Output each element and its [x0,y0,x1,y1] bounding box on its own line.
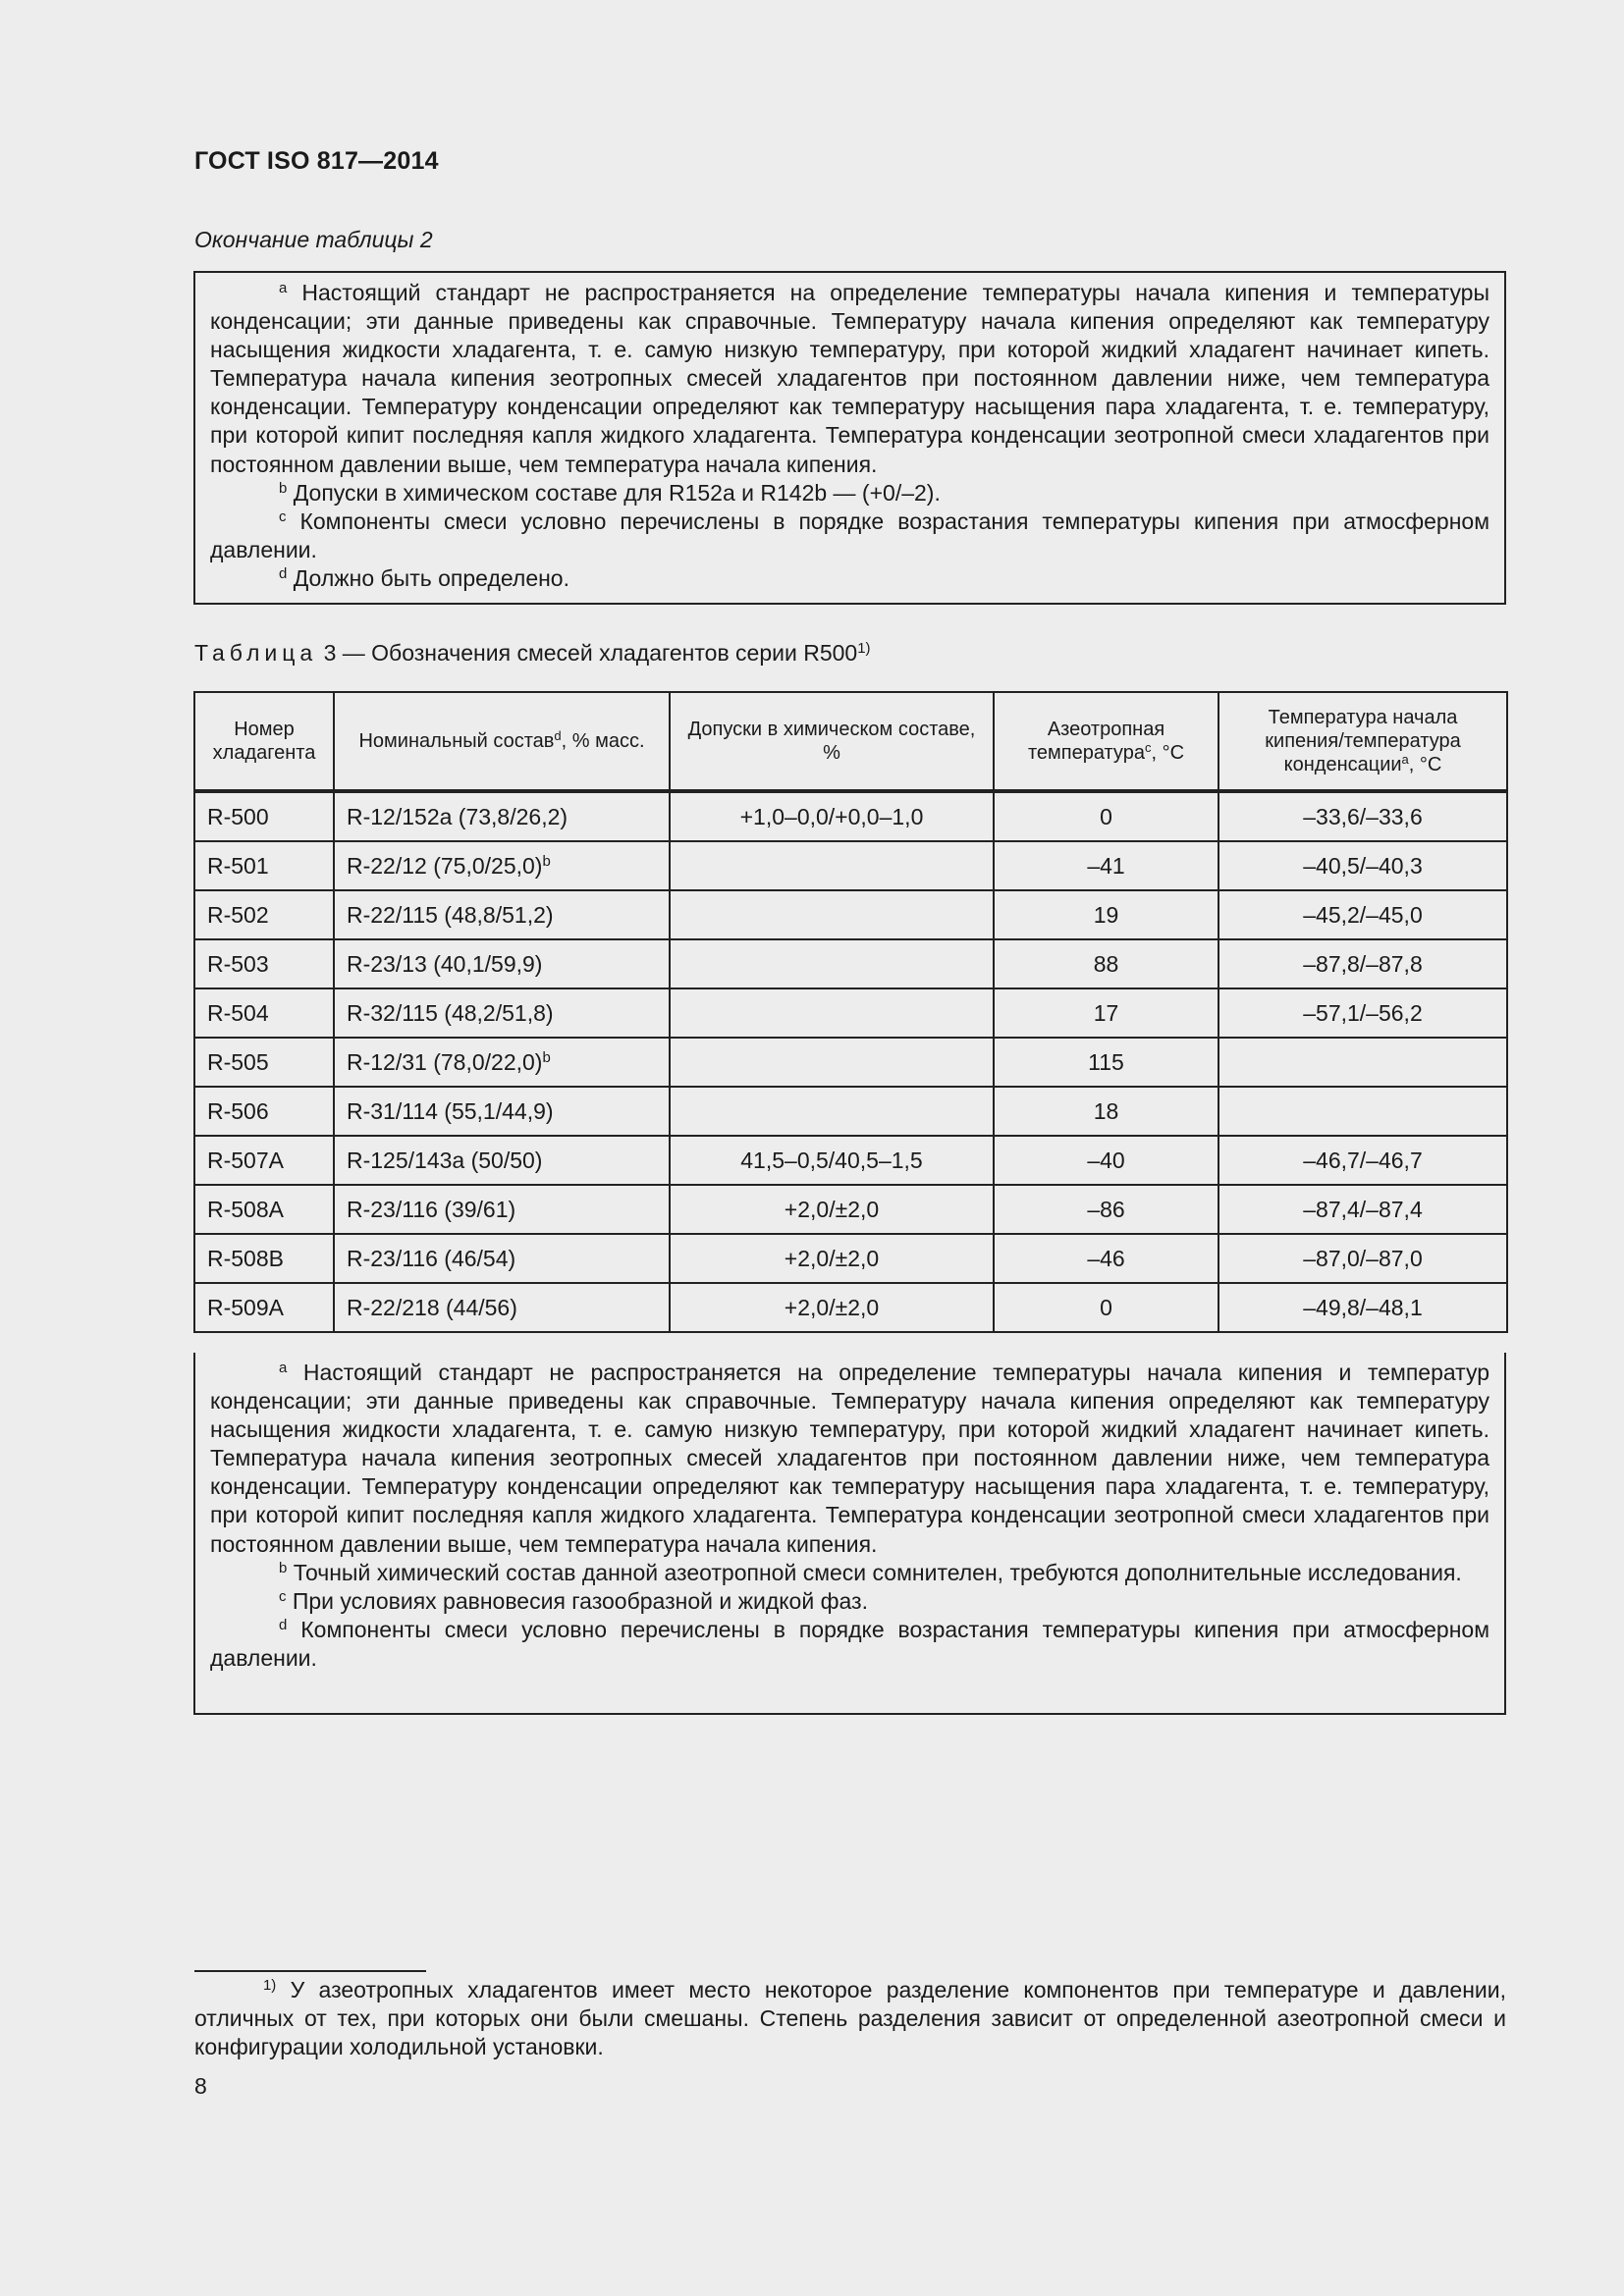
header-nominal-composition: Номинальный состав$^d$, % масс. [334,692,670,791]
note-text: Должно быть определено. [293,564,569,591]
page-footnote [194,1976,1506,2061]
refrigerant-blends-table [193,691,1508,1333]
composition-tolerance [670,841,994,890]
note-mark: a [279,1359,288,1376]
table-continuation-caption: Окончание таблицы 2 [194,227,433,252]
composition-tolerance: +1,0–0,0/+0,0–1,0 [670,791,994,841]
refrigerant-number: R-509A [194,1283,334,1332]
table-header-row [194,692,1507,791]
nominal-composition: R-23/13 (40,1/59,9) [334,939,670,988]
composition-tolerance: +2,0/±2,0 [670,1283,994,1332]
table3-notes-box [193,1353,1506,1715]
refrigerant-number: R-504 [194,988,334,1038]
nominal-composition: R-22/218 (44/56) [334,1283,670,1332]
footnote-mark: 1) [263,1976,277,1994]
refrigerant-number: R-500 [194,791,334,841]
refrigerant-number: R-501 [194,841,334,890]
table-row [194,1087,1507,1136]
table-title-text: 3 — Обозначения смесей хладагентов серии R500 [323,640,858,666]
nominal-composition: R-32/115 (48,2/51,8) [334,988,670,1038]
bubble-dew-temperature: –87,0/–87,0 [1218,1234,1507,1283]
note-mark: b [279,1559,288,1576]
table-row [194,841,1507,890]
nominal-composition: R-125/143a (50/50) [334,1136,670,1185]
header-refrigerant-number: Номер хладагента [194,692,334,791]
table-title-word: Таблица [194,640,318,666]
table-row [194,939,1507,988]
table2-note [210,564,1489,593]
composition-tolerance: +2,0/±2,0 [670,1185,994,1234]
azeotropic-temperature: –41 [994,841,1218,890]
note-text: Допуски в химическом составе для R152a и R142b — (+0/–2). [293,479,941,506]
table3-title [194,640,871,667]
refrigerant-number: R-502 [194,890,334,939]
table2-note [210,507,1489,564]
table-row [194,1136,1507,1185]
refrigerant-number: R-508B [194,1234,334,1283]
composition-tolerance [670,1087,994,1136]
refrigerant-number: R-503 [194,939,334,988]
nominal-composition: R-12/152a (73,8/26,2) [334,791,670,841]
azeotropic-temperature: –46 [994,1234,1218,1283]
nominal-composition: R-22/12 $(75,0/25,0)^b$ [334,841,670,890]
azeotropic-temperature: –40 [994,1136,1218,1185]
bubble-dew-temperature: –57,1/–56,2 [1218,988,1507,1038]
nominal-composition: R-23/116 (39/61) [334,1185,670,1234]
table-row [194,890,1507,939]
note-mark: d [279,564,288,582]
header-bubble-dew-temperature: Температура начала кипения/температура конденсации$^a$, °С [1218,692,1507,791]
note-text: При условиях равновесия газообразной и жидкой фаз. [292,1587,868,1614]
header-azeotropic-temperature: Азеотропная температура$^c$, °С [994,692,1218,791]
table3-note [210,1616,1489,1673]
azeotropic-temperature: 88 [994,939,1218,988]
refrigerant-number: R-506 [194,1087,334,1136]
azeotropic-temperature: 0 [994,1283,1218,1332]
table-row [194,988,1507,1038]
azeotropic-temperature: 18 [994,1087,1218,1136]
azeotropic-temperature: 17 [994,988,1218,1038]
document-code: ГОСТ ISO 817—2014 [194,147,439,175]
table-row [194,1038,1507,1087]
bubble-dew-temperature: –40,5/–40,3 [1218,841,1507,890]
note-mark: a [279,279,288,296]
refrigerant-number: R-505 [194,1038,334,1087]
table3-note [210,1587,1489,1616]
refrigerant-number: R-508A [194,1185,334,1234]
note-text: Компоненты смеси условно перечислены в порядке возрастания температуры кипения при атмосферном давлении. [210,507,1490,562]
header-composition-tolerance: Допуски в химическом составе, % [670,692,994,791]
nominal-composition: R-23/116 (46/54) [334,1234,670,1283]
note-mark: b [279,479,288,497]
page-number: 8 [194,2073,207,2099]
table-title-footnote-mark: 1) [857,639,871,657]
composition-tolerance [670,890,994,939]
table2-note [210,479,1489,507]
nominal-composition: R-12/31 $(78,0/22,0)^b$ [334,1038,670,1087]
footnote-separator [194,1970,426,1972]
azeotropic-temperature: 19 [994,890,1218,939]
note-text: Компоненты смеси условно перечислены в порядке возрастания температуры кипения при атмосферном давлении. [210,1616,1490,1671]
note-text: Точный химический состав данной азеотропной смеси сомнителен, требуются дополнительные исследования. [293,1559,1462,1585]
note-text: Настоящий стандарт не распространяется на определение температуры начала кипения и температур конденсации; эти данные приведены как справочные. Температуру начала кипения определяют как температуру насыщения жидкости хладагента, т. е. самую низкую температуру, при которой жидкий хладагент начинает кипеть. Температура начала кипения зеотропных смесей хладагентов при постоянном давлении ниже, чем температура конденсации. Температуру конденсации определяют как температуру насыщения пара хладагента, т. е. температуру, при которой кипит последняя капля жидкого хладагента. Температура конденсации зеотропной смеси хладагентов при постоянном давлении выше, чем температура начала кипения. [210,1360,1490,1557]
note-text: Настоящий стандарт не распространяется на определение температуры начала кипения и температуры конденсации; эти данные приведены как справочные. Температуру начала кипения определяют как температуру насыщения жидкости хладагента, т. е. самую низкую температуру, при которой жидкий хладагент начинает кипеть. Температура начала кипения зеотропных смесей хладагентов при постоянном давлении ниже, чем температура конденсации. Температуру конденсации определяют как температуру насыщения пара хладагента, т. е. температуру, при которой кипит последняя капля жидкого хладагента. Температура конденсации зеотропной смеси хладагентов при постоянном давлении выше, чем температура начала кипения. [210,280,1490,477]
note-mark: d [279,1616,288,1633]
bubble-dew-temperature: –87,4/–87,4 [1218,1185,1507,1234]
nominal-composition: R-31/114 (55,1/44,9) [334,1087,670,1136]
table2-note [210,279,1489,479]
bubble-dew-temperature: –46,7/–46,7 [1218,1136,1507,1185]
note-mark: c [279,1587,287,1605]
refrigerant-number: R-507A [194,1136,334,1185]
composition-tolerance [670,988,994,1038]
table-row [194,791,1507,841]
table2-notes-box [193,271,1506,605]
footnote-text: У азеотропных хладагентов имеет место некоторое разделение компонентов при температуре и давлении, отличных от тех, при которых они были смешаны. Степень разделения зависит от определенной азеотропной смеси и конфигурации холодильной установки. [194,1977,1506,2059]
composition-tolerance [670,939,994,988]
table3-note [210,1559,1489,1587]
note-mark: c [279,507,287,525]
bubble-dew-temperature: –45,2/–45,0 [1218,890,1507,939]
table-row [194,1234,1507,1283]
azeotropic-temperature: 115 [994,1038,1218,1087]
table-row [194,1185,1507,1234]
bubble-dew-temperature [1218,1038,1507,1087]
composition-tolerance: +2,0/±2,0 [670,1234,994,1283]
bubble-dew-temperature: –87,8/–87,8 [1218,939,1507,988]
azeotropic-temperature: 0 [994,791,1218,841]
table3-note [210,1359,1489,1559]
azeotropic-temperature: –86 [994,1185,1218,1234]
composition-tolerance: 41,5–0,5/40,5–1,5 [670,1136,994,1185]
composition-tolerance [670,1038,994,1087]
bubble-dew-temperature: –49,8/–48,1 [1218,1283,1507,1332]
bubble-dew-temperature: –33,6/–33,6 [1218,791,1507,841]
table-row [194,1283,1507,1332]
bubble-dew-temperature [1218,1087,1507,1136]
nominal-composition: R-22/115 (48,8/51,2) [334,890,670,939]
